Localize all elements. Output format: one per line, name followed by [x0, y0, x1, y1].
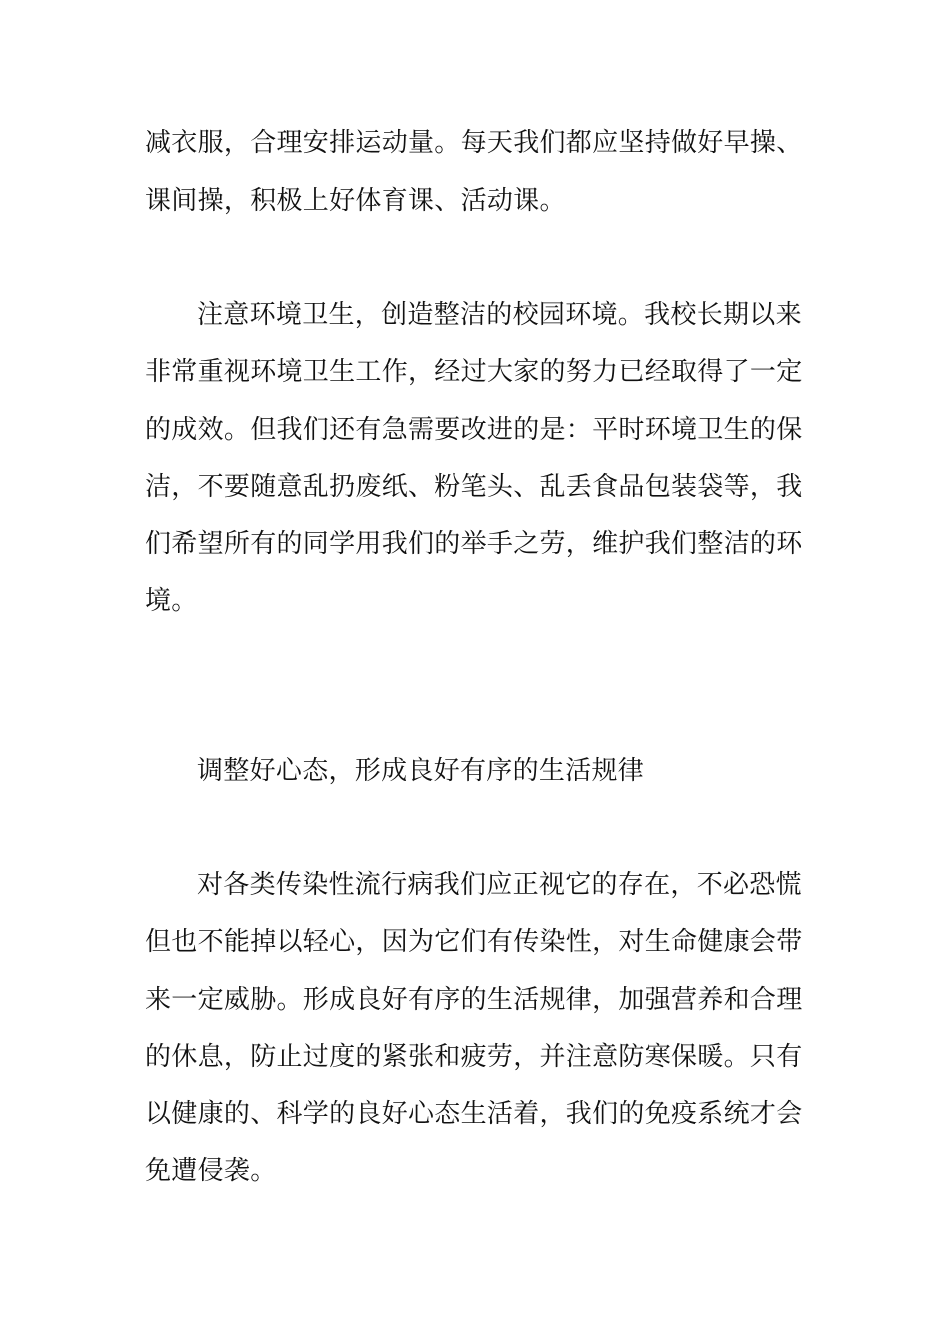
paragraph-2-line-1: 注意环境卫生，创造整洁的校园环境。我校长期以来: [197, 300, 802, 330]
paragraph-2-line-6: 境。: [145, 586, 198, 616]
paragraph-4-line-2: 但也不能掉以轻心，因为它们有传染性，对生命健康会带: [145, 927, 803, 957]
paragraph-2-line-4: 洁，不要随意乱扔废纸、粉笔头、乱丢食品包装袋等，我: [145, 472, 803, 502]
paragraph-1-line-1: 减衣服，合理安排运动量。每天我们都应坚持做好早操、: [145, 128, 803, 158]
paragraph-4-line-3: 来一定威胁。形成良好有序的生活规律，加强营养和合理: [145, 985, 803, 1015]
paragraph-2-line-3: 的成效。但我们还有急需要改进的是：平时环境卫生的保: [145, 415, 803, 445]
paragraph-2-line-2: 非常重视环境卫生工作，经过大家的努力已经取得了一定: [145, 357, 803, 387]
section-heading-text: 调整好心态，形成良好有序的生活规律: [197, 756, 645, 786]
paragraph-4-line-5: 以健康的、科学的良好心态生活着，我们的免疫系统才会: [145, 1099, 803, 1129]
paragraph-4-line-4: 的休息，防止过度的紧张和疲劳，并注意防寒保暖。只有: [145, 1042, 803, 1072]
paragraph-2-line-5: 们希望所有的同学用我们的举手之劳，维护我们整洁的环: [145, 529, 803, 559]
paragraph-4-line-1: 对各类传染性流行病我们应正视它的存在，不必恐慌: [197, 870, 802, 900]
paragraph-4-line-6: 免遭侵袭。: [145, 1156, 277, 1186]
paragraph-1-line-2: 课间操，积极上好体育课、活动课。: [145, 186, 566, 216]
